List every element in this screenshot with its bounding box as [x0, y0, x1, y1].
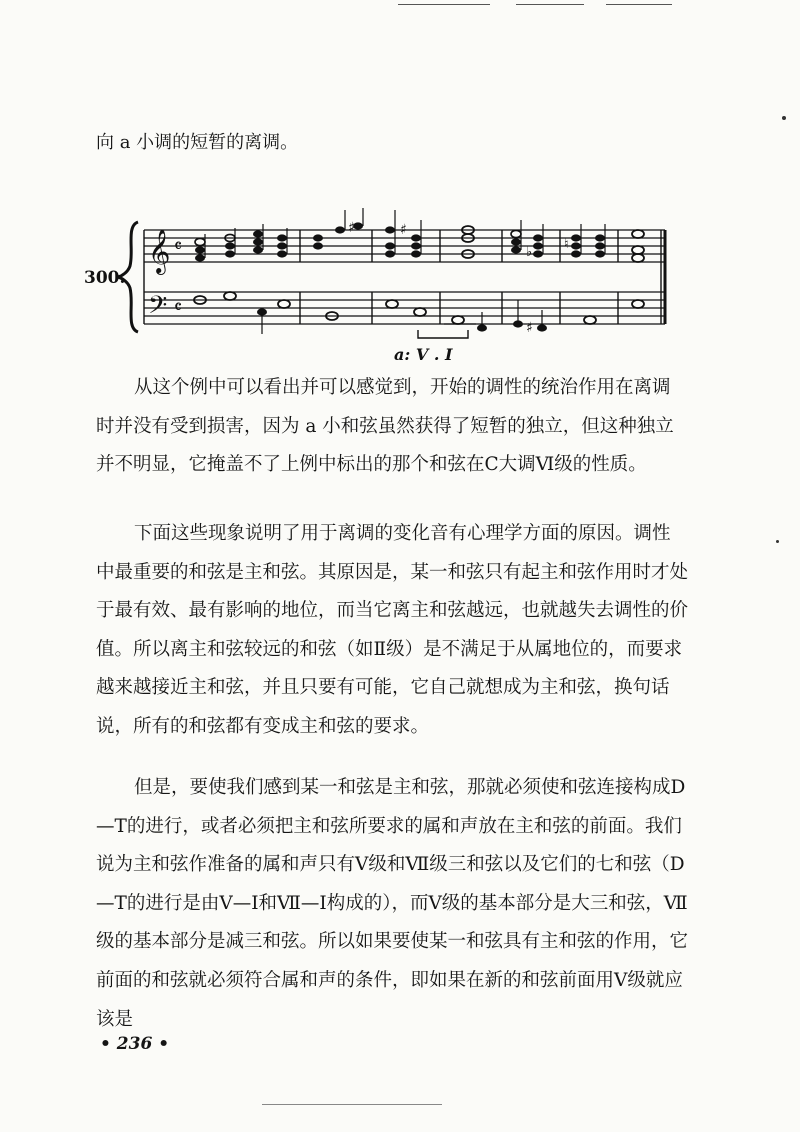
intro-line: 向 a 小调的短暂的离调。: [96, 132, 299, 153]
music-example-300: [82, 200, 682, 370]
sharp-1: ♯: [348, 220, 355, 236]
example-number: 300.: [84, 268, 126, 288]
flat-1: ♭: [526, 245, 533, 260]
analysis-label: a: Ⅴ . Ⅰ: [394, 345, 453, 364]
time-signature-bass: 𝄴: [174, 297, 183, 318]
page-number: • 236 •: [100, 1034, 170, 1054]
scan-line-top-1: [398, 4, 490, 5]
speck-right-2: [776, 540, 779, 543]
scan-line-top-2: [516, 4, 584, 5]
time-signature-treble: 𝄴: [174, 236, 183, 257]
sharp-bass: ♯: [526, 320, 533, 336]
paragraph-2: 下面这些现象说明了用于离调的变化音有心理学方面的原因。调性中最重要的和弦是主和弦。其原因是，某一和弦只有起主和弦作用时才处于最有效、最有影响的地位，而当它离主和弦越远，也就越失去调性的价值。所以离主和弦较远的和弦（如Ⅱ级）是不满足于从属地位的，而要求越来越接近主和弦，并且只要有可能，它自己就想成为主和弦，换句话说，所有的和弦都有变成主和弦的要求。: [96, 523, 689, 737]
sharp-2: ♯: [400, 222, 407, 238]
analysis-bracket: [418, 330, 468, 338]
scan-line-top-3: [606, 4, 672, 5]
bass-clef: 𝄢: [148, 291, 168, 326]
paragraph-3: 但是，要使我们感到某一和弦是主和弦，那就必须使和弦连接构成D—T的进行，或者必须把主和弦所要求的属和声放在主和弦的前面。我们说为主和弦作准备的属和声只有Ⅴ级和Ⅶ级三和弦以及它们的七和弦（D—T的进行是由Ⅴ—Ⅰ和Ⅶ—Ⅰ构成的），而Ⅴ级的基本部分是大三和弦，Ⅶ级的基本部分是减三和弦。所以如果要使某一和弦具有主和弦的作用，它前面的和弦就必须符合属和声的条件，即如果在新的和弦前面用Ⅴ级就应该是: [96, 777, 689, 1030]
bass-staff: [144, 292, 665, 324]
natural-1: ♮: [564, 237, 569, 252]
bass-stems: [262, 300, 542, 334]
treble-clef: 𝄞: [148, 229, 171, 273]
speck-right-1: [782, 116, 786, 120]
paragraph-1: 从这个例中可以看出并可以感觉到，开始的调性的统治作用在离调时并没有受到损害，因为 a 小和弦虽然获得了短暂的独立，但这种独立并不明显，它掩盖不了上例中标出的那个和弦在C大调Ⅵ级的性质。: [96, 377, 674, 476]
scan-line-bottom: [262, 1104, 442, 1105]
treble-notes: [195, 222, 644, 262]
barlines: [144, 230, 665, 324]
